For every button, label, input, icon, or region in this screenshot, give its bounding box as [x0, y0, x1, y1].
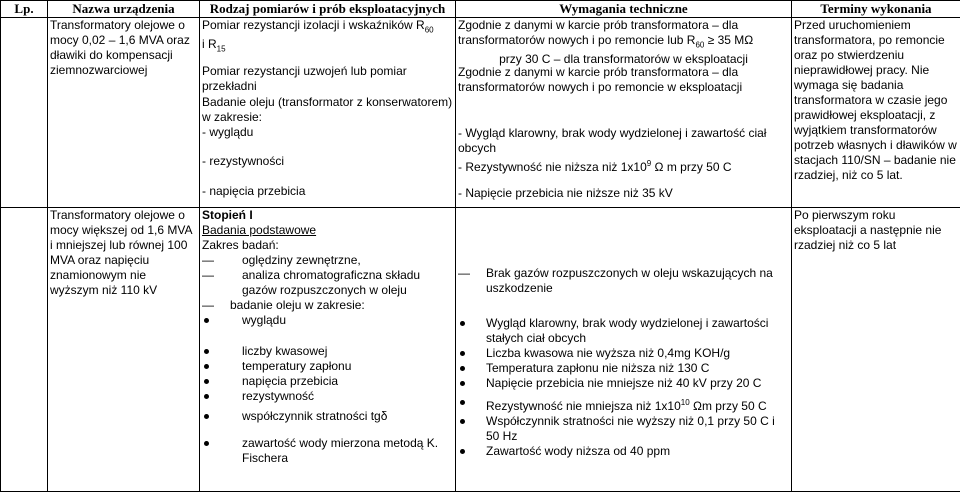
req-item: Liczba kwasowa nie wyższa niż 0,4mg KOH/g: [458, 346, 789, 361]
header-terms: Terminy wykonania: [792, 1, 960, 18]
cell-lp: [1, 18, 48, 208]
kind-insulation: Pomiar rezystancji izolacji i wskaźników $R_{60}$ i $R_{15}$: [202, 18, 434, 54]
req-item: Rezystywność nie mniejsza niż $1x10^{10}$ Ωm przy 50 C: [458, 395, 789, 414]
cell-terms: [792, 208, 960, 492]
kind-oil: Badanie oleju (transformator z konserwatorem) w zakresie:: [202, 95, 453, 124]
req-oil-breakdown: - Napięcie przebicia nie niższe niż 35 kV: [458, 186, 673, 200]
kind-oil-breakdown: - napięcia przebicia: [202, 184, 306, 198]
cell-terms: [792, 18, 960, 208]
req-item: Współczynnik stratności nie wyższy niż 0,1 przy 50 C i 50 Hz: [458, 414, 789, 444]
device-name: Transformatory olejowe o mocy 0,02 – 1,6 MVA oraz dławiki do kompensacji ziemnozwarciowej: [50, 18, 190, 77]
oil-item: współczynnik stratności tgδ: [202, 409, 453, 436]
cell-device: [48, 208, 200, 492]
table-row: [1, 18, 960, 208]
terms-text: Przed uruchomieniem transformatora, po remoncie oraz po stwierdzeniu nieprawidłowej pracy. Nie wymaga się badania transformatora w czasie jego prawidłowej eksploatacji, z wyjątkiem transformatorów potrzeb własnych i dławików w stacjach 110/SN – badanie nie rzadziej, niż co 5 lat.: [794, 18, 957, 182]
cell-kind: [200, 208, 456, 492]
scope-label: Zakres badań:: [202, 238, 279, 252]
req-oil-resistivity: - Rezystywność nie niższa niż $1x10^9$ Ω m przy 50 C: [458, 159, 732, 174]
req-item: Temperatura zapłonu nie niższa niż 130 C: [458, 361, 789, 376]
cell-requirements: [456, 208, 792, 492]
oil-item: rezystywność: [202, 389, 453, 409]
header-device: Nazwa urządzenia: [48, 1, 200, 18]
req-oil-appearance: - Wygląd klarowny, brak wody wydzielonej i zawartość ciał obcych: [458, 126, 767, 155]
kind-oil-resistivity: - rezystywności: [202, 154, 285, 168]
scope-item: — badanie oleju w zakresie:: [202, 298, 365, 312]
stage-label: Stopień I: [202, 208, 253, 222]
oil-item: temperatury zapłonu: [202, 359, 453, 374]
req-item: Zawartość wody niższa od 40 ppm: [458, 444, 789, 459]
header-lp: Lp.: [1, 1, 48, 18]
oil-item: napięcia przebicia: [202, 374, 453, 389]
cell-requirements: [456, 18, 792, 208]
req-insulation: Zgodnie z danymi w karcie prób transformatora – dla transformatorów nowych i po remoncie lub $R_{60} \ge 35$ MΩ przy 30 C – dla transformatorów w eksploatacji: [458, 18, 754, 67]
cell-kind: [200, 18, 456, 208]
req-item: Wygląd klarowny, brak wody wydzielonej i zawartości stałych ciał obcych: [458, 316, 789, 346]
oil-item: liczby kwasowej: [202, 344, 453, 359]
table-row: [1, 208, 960, 492]
req-gas: — Brak gazów rozpuszczonych w oleju wskazujących na uszkodzenie: [458, 266, 773, 295]
kind-windings: Pomiar rezystancji uzwojeń lub pomiar przekładni: [202, 64, 407, 93]
req-windings: Zgodnie z danymi w karcie prób transformatora – dla transformatorów nowych i po remoncie w eksploatacji: [458, 65, 743, 94]
oil-item: zawartość wody mierzona metodą K. Fischera: [202, 436, 453, 466]
header-requirements: Wymagania techniczne: [456, 1, 792, 18]
oil-item: wyglądu: [202, 313, 453, 344]
kind-oil-appearance: - wyglądu: [202, 125, 254, 139]
scope-item: — analiza chromatograficzna składu gazów rozpuszczonych w oleju: [202, 268, 421, 297]
header-row: [1, 1, 960, 18]
cell-lp: [1, 208, 48, 492]
terms-text: Po pierwszym roku eksploatacji a następnie nie rzadziej niż co 5 lat: [794, 208, 942, 252]
cell-device: [48, 18, 200, 208]
device-name: Transformatory olejowe o mocy większej od 1,6 MVA i mniejszej lub równej 100 MVA oraz napięciu znamionowym nie wyższym niż 110 kV: [50, 208, 192, 297]
basic-tests-label: Badania podstawowe: [202, 223, 317, 237]
scope-item: — oględziny zewnętrzne,: [202, 253, 361, 267]
req-item: Napięcie przebicia nie mniejsze niż 40 kV przy 20 C: [458, 376, 789, 395]
header-kind: Rodzaj pomiarów i prób eksploatacyjnych: [200, 1, 456, 18]
